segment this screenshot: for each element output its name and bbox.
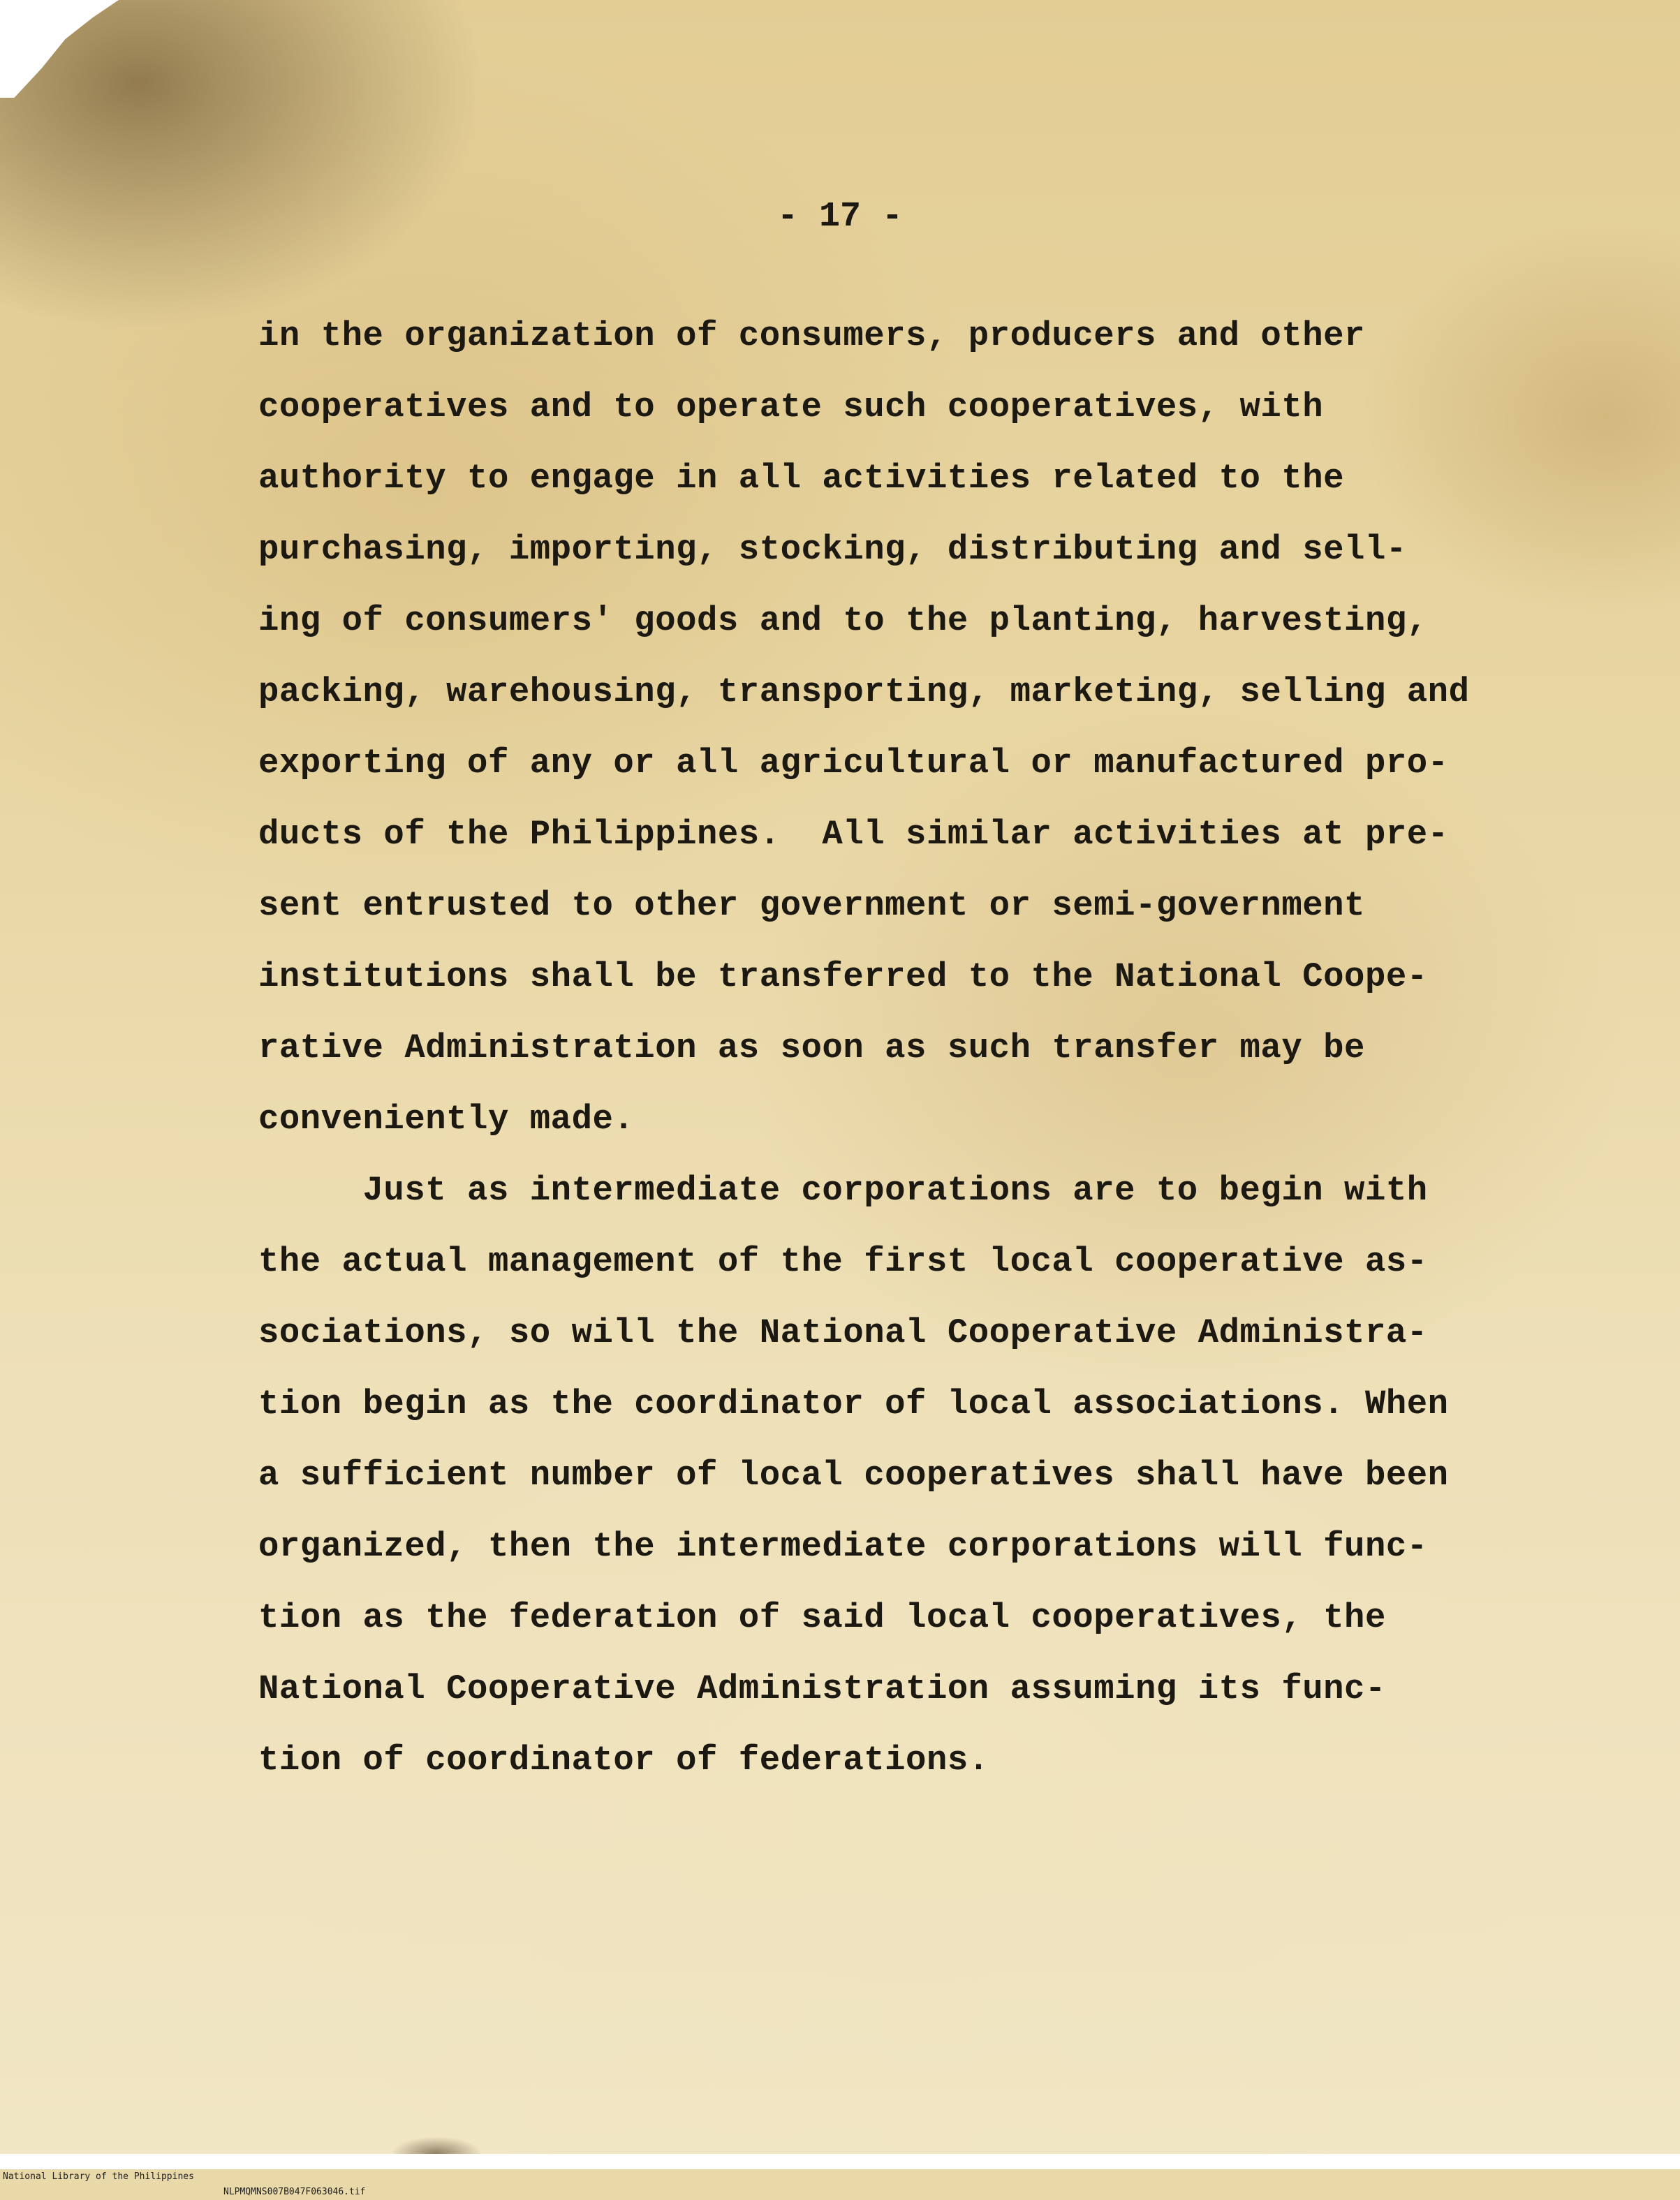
text-line: the actual management of the first local cooperative as- [258,1242,1428,1281]
text-line: tion begin as the coordinator of local associations. When [258,1385,1449,1424]
text-line: conveniently made. [258,1100,635,1139]
text-line: organized, then the intermediate corporations will func- [258,1527,1428,1566]
text-line: tion as the federation of said local cooperatives, the [258,1598,1386,1637]
scan-filename: NLPMQMNS007B047F063046.tif [223,2187,366,2197]
text-line: in the organization of consumers, producers and other [258,316,1365,355]
text-line: sociations, so will the National Cooperative Administra- [258,1313,1428,1352]
text-line: cooperatives and to operate such cooperatives, with [258,387,1324,427]
text-line: ducts of the Philippines. All similar activities at pre- [258,815,1449,854]
text-line: exporting of any or all agricultural or manufactured pro- [258,744,1449,783]
text-line: tion of coordinator of federations. [258,1741,989,1780]
scan-footer [0,2154,1680,2197]
text-line: Just as intermediate corporations are to begin with [258,1171,1428,1210]
text-line: packing, warehousing, transporting, marketing, selling and [258,672,1470,711]
text-line: purchasing, importing, stocking, distributing and sell- [258,530,1407,569]
text-line: a sufficient number of local cooperatives shall have been [258,1456,1449,1495]
text-line: ing of consumers' goods and to the planting, harvesting, [258,601,1428,640]
library-credit: National Library of the Philippines [3,2171,194,2182]
text-line: authority to engage in all activities related to the [258,459,1345,498]
text-line: National Cooperative Administration assuming its func- [258,1669,1386,1708]
text-line: institutions shall be transferred to the National Coope- [258,957,1428,996]
text-line: rative Administration as soon as such transfer may be [258,1028,1365,1068]
text-line: sent entrusted to other government or semi-government [258,886,1365,925]
page-number: - 17 - [776,197,904,237]
torn-corner [0,0,119,98]
body-text [258,300,1529,1796]
